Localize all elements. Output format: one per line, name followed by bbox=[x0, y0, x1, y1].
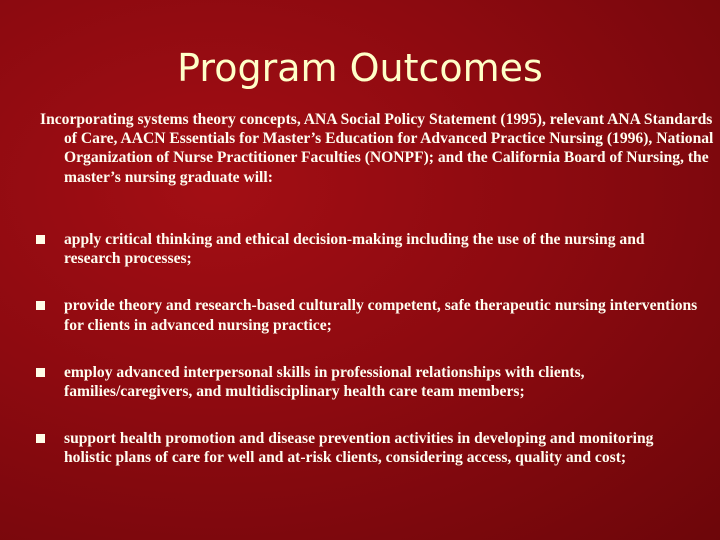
intro-paragraph: Incorporating systems theory concepts, ANA Social Policy Statement (1995), relevant ANA Standards of Care, AACN Essentials for Master’s Education for Advanced Practice Nursing (1996), National Organization of Nurse Practitioner Faculties (NONPF); and the California Board of Nursing, the master’s nursing graduate will: bbox=[40, 111, 714, 186]
outcome-text: employ advanced interpersonal skills in professional relationships with clients, families/caregivers, and multidisciplinary health care team members; bbox=[64, 363, 585, 401]
outcome-text: support health promotion and disease prevention activities in developing and monitoring holistic plans of care for well and at-risk clients, considering access, quality and cost; bbox=[64, 430, 654, 467]
outcome-text: apply critical thinking and ethical decision-making including the use of the nursing and research processes; bbox=[64, 231, 645, 268]
outcome-text: provide theory and research-based culturally competent, safe therapeutic nursing interventions for clients in advanced nursing practice; bbox=[64, 297, 698, 334]
outcomes-list bbox=[36, 230, 700, 496]
outcome-item bbox=[36, 230, 700, 268]
slide-title: Program Outcomes bbox=[177, 46, 543, 90]
outcome-item bbox=[36, 296, 700, 334]
square-bullet-icon bbox=[36, 301, 45, 310]
square-bullet-icon bbox=[36, 235, 45, 244]
outcome-item bbox=[36, 363, 700, 401]
square-bullet-icon bbox=[36, 434, 45, 443]
outcome-item bbox=[36, 429, 700, 467]
square-bullet-icon bbox=[36, 368, 45, 377]
